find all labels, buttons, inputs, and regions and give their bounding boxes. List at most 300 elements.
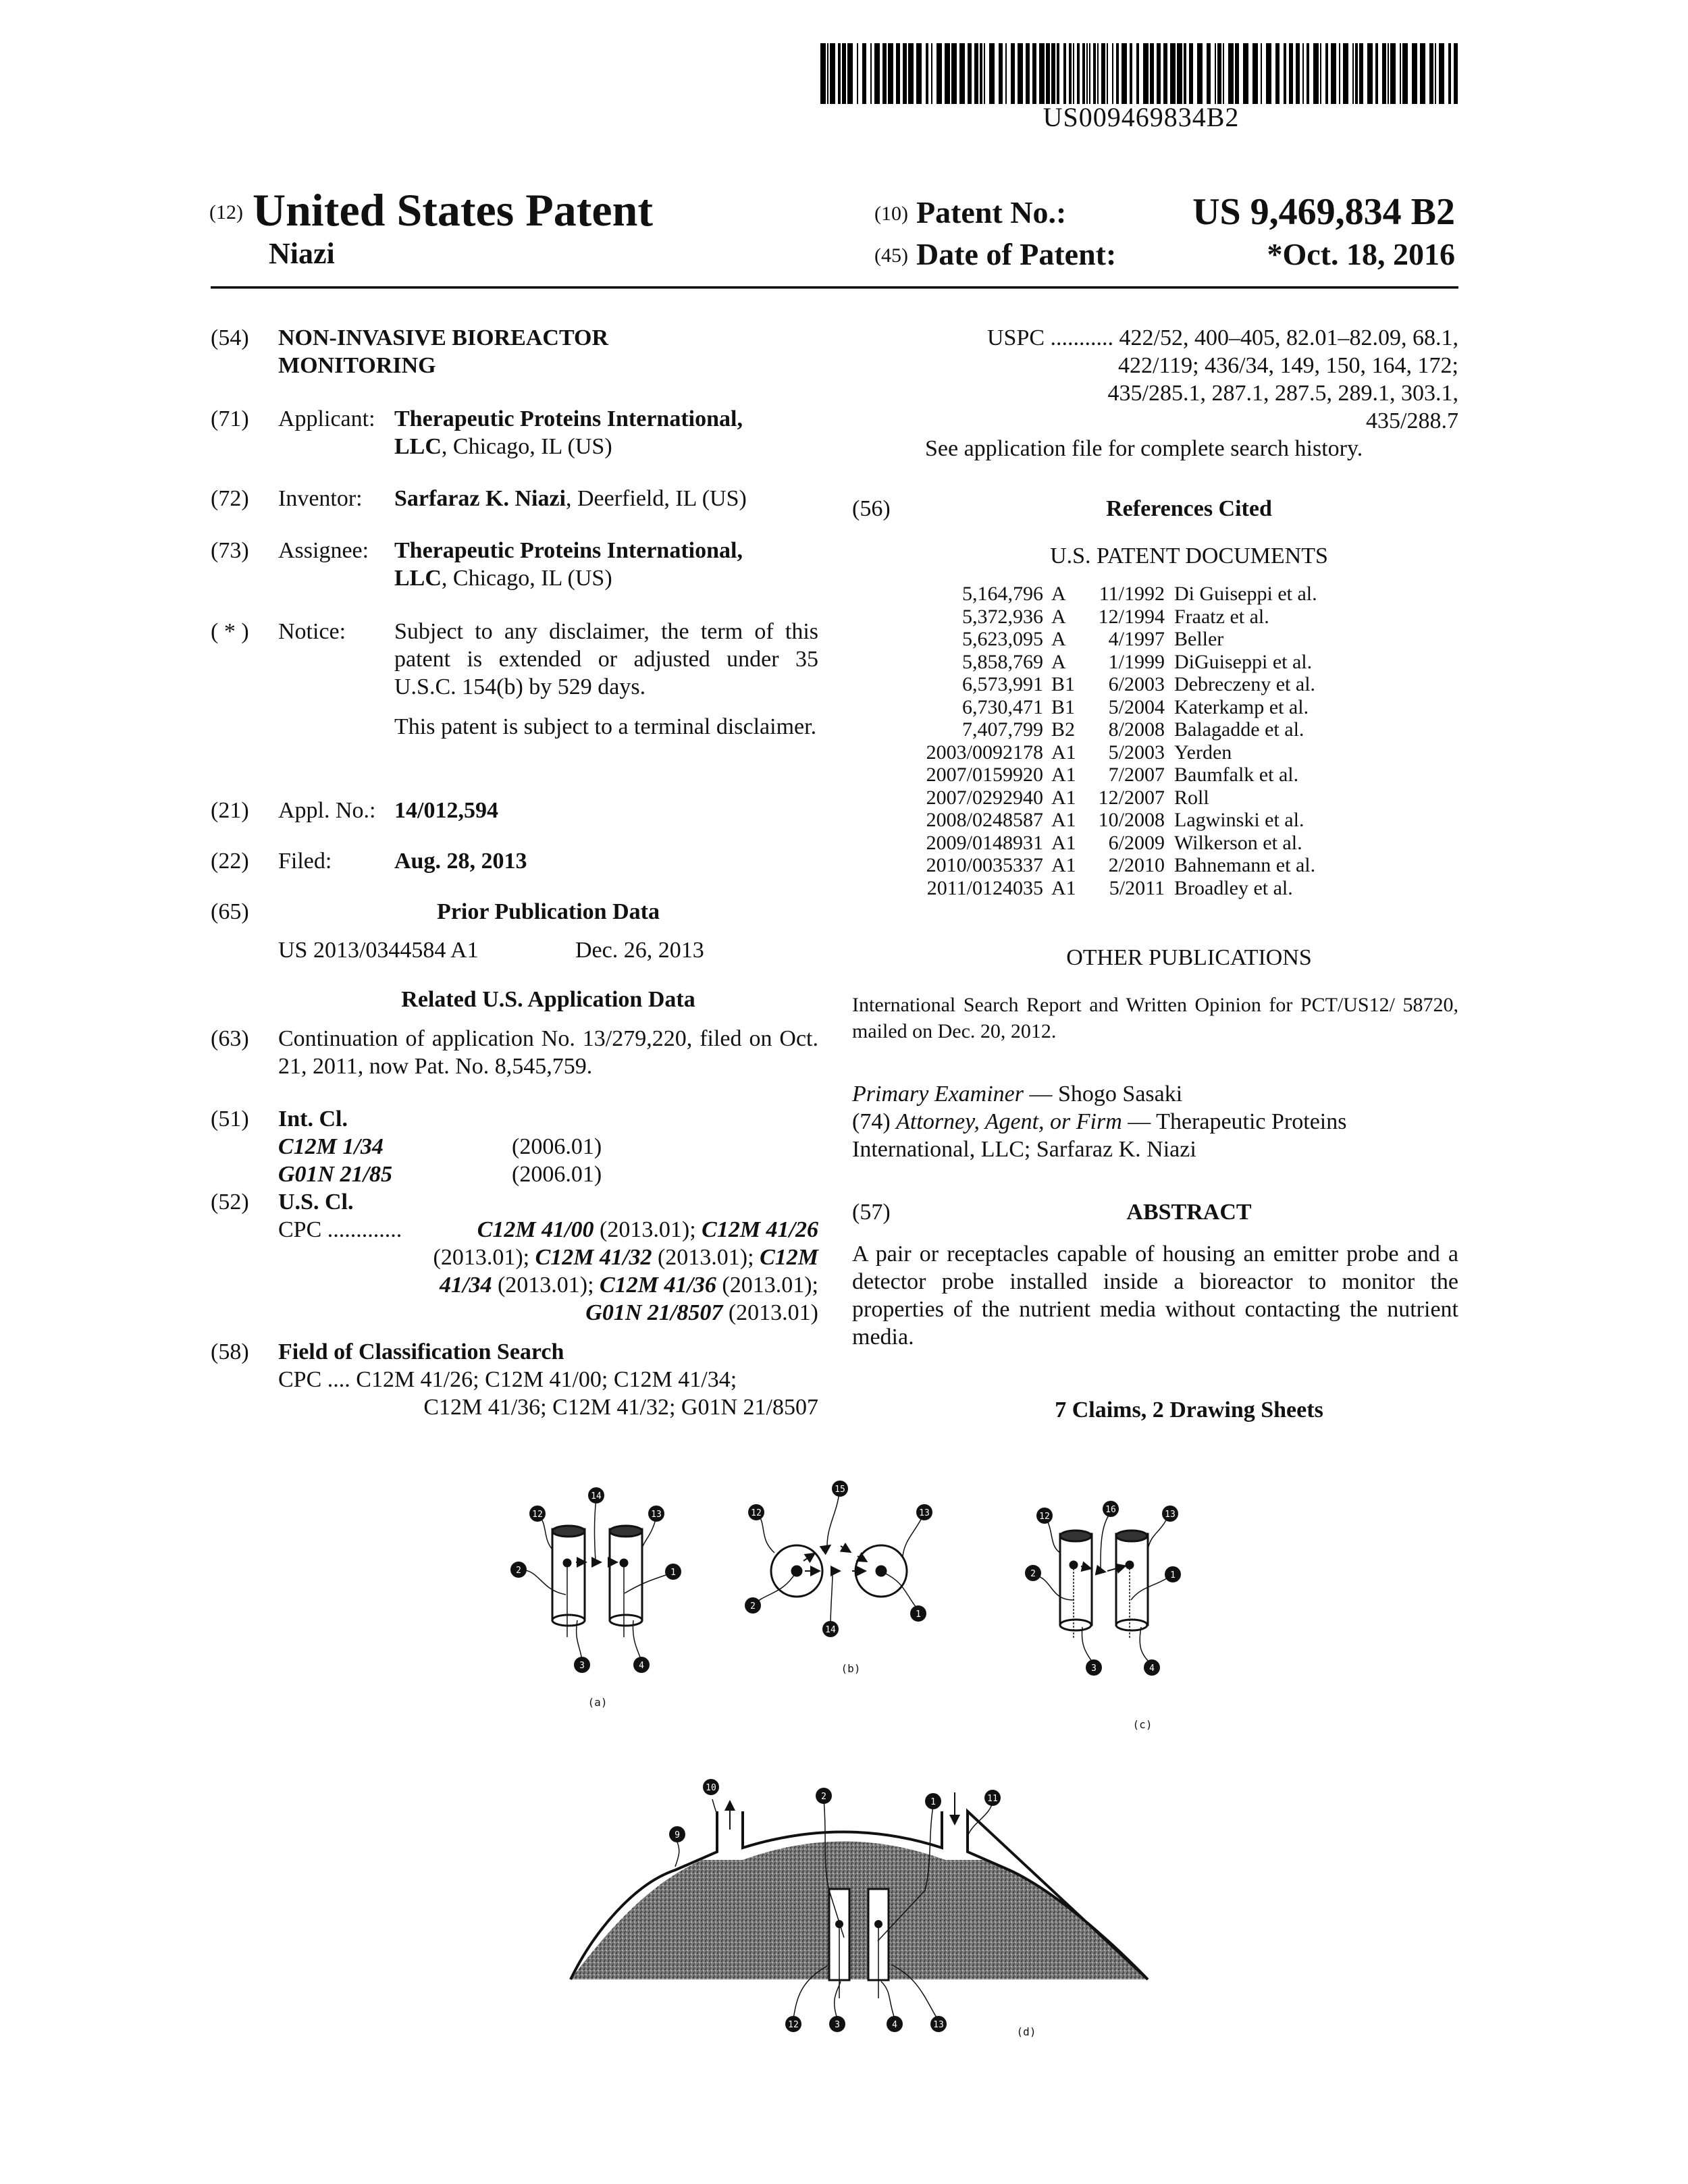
barcode-bar (1435, 43, 1436, 104)
cpc-version: (2013.01); (600, 1217, 696, 1242)
uspc-line: USPC ........... 422/52, 400–405, 82.01–82.09, 68.1, (987, 325, 1458, 350)
barcode-bar (1157, 43, 1161, 104)
barcode-bar (1005, 43, 1007, 104)
barcode-bar (1284, 43, 1286, 104)
examiner-section (852, 1080, 1458, 1168)
reference-numeral (510, 1562, 527, 1578)
figure-c-labels (1025, 1501, 1181, 1676)
inid-code: (45) (874, 244, 908, 267)
numeral-text: 14 (825, 1625, 836, 1635)
barcode-bar (1343, 43, 1348, 104)
barcode-bar (1355, 43, 1358, 104)
reference-number: 5,858,769 (962, 650, 1043, 673)
inid-code: (58) (211, 1339, 249, 1364)
reference-row (852, 583, 1458, 606)
date-of-patent-label (874, 236, 1116, 272)
inid-code: (10) (874, 203, 908, 225)
inventor-label: Inventor: (278, 486, 363, 511)
barcode-bar (1011, 43, 1015, 104)
title-line: MONITORING (278, 353, 436, 378)
barcode-bar (1089, 43, 1090, 104)
reference-numeral (588, 1487, 604, 1503)
reference-row (852, 628, 1458, 651)
cpc-class: C12M 41/32 (535, 1245, 652, 1270)
reference-number: 2007/0292940 (926, 786, 1043, 809)
barcode-bar (862, 43, 866, 104)
reference-date: 2/2010 (1108, 854, 1165, 876)
numeral-text: 12 (1039, 1512, 1050, 1522)
numeral-text: 14 (591, 1491, 602, 1501)
int-cl-section (211, 1105, 818, 1193)
reference-number: 5,623,095 (962, 628, 1043, 650)
reference-author: Yerden (1174, 741, 1232, 764)
cpc-class: G01N 21/8507 (585, 1300, 723, 1325)
barcode-bar (1215, 43, 1216, 104)
reference-kind: A1 (1051, 764, 1076, 786)
reference-kind: A1 (1051, 741, 1076, 764)
barcode-bar (874, 43, 880, 104)
numeral-text: 12 (532, 1510, 543, 1520)
reference-row (852, 764, 1458, 787)
barcode-bar (1235, 43, 1239, 104)
reference-numeral (832, 1481, 848, 1497)
cpc-prefix: CPC ............. (278, 1217, 402, 1242)
reference-author: Lagwinski et al. (1174, 809, 1304, 831)
barcode-bar (1388, 43, 1389, 104)
related-data-heading: Related U.S. Application Data (401, 987, 695, 1012)
barcode-bar (1026, 43, 1030, 104)
barcode-bar (1086, 43, 1088, 104)
us-cl-line (278, 1271, 818, 1299)
reference-row (852, 809, 1458, 832)
reference-numeral (1086, 1659, 1102, 1676)
barcode-bar (1296, 43, 1300, 104)
appl-no-label: Appl. No.: (278, 798, 376, 823)
field-search-cpc: CPC .... C12M 41/26; C12M 41/00; C12M 41/34; (278, 1367, 737, 1392)
applicant-location: , Chicago, IL (US) (441, 434, 612, 459)
inventor-location: , Deerfield, IL (US) (566, 486, 747, 511)
reference-author: Di Guiseppi et al. (1174, 583, 1317, 605)
prior-publication-heading: Prior Publication Data (437, 899, 660, 924)
barcode-bar (1197, 43, 1203, 104)
abstract-heading: ABSTRACT (1126, 1200, 1252, 1225)
barcode-bar (882, 43, 887, 104)
reference-number: 2003/0092178 (926, 741, 1043, 764)
reference-number: 2011/0124035 (926, 876, 1043, 899)
numeral-text: 15 (835, 1485, 845, 1495)
barcode-bar (1163, 43, 1167, 104)
terminal-disclaimer-text: This patent is subject to a terminal disclaimer. (394, 714, 817, 739)
reference-numeral (1165, 1566, 1181, 1582)
numeral-text: 2 (516, 1566, 521, 1576)
barcode-bar (984, 43, 985, 104)
prior-publication-number: US 2013/0344584 A1 (278, 938, 479, 963)
reference-numeral (633, 1657, 650, 1673)
barcode-bar (999, 43, 1003, 104)
reference-kind: A1 (1051, 854, 1076, 876)
reference-numeral (822, 1621, 839, 1637)
reference-numeral (1036, 1508, 1053, 1524)
reference-row (852, 877, 1458, 900)
barcode-bar (989, 43, 995, 104)
reference-number: 2010/0035337 (926, 854, 1043, 876)
title-line: NON-INVASIVE BIOREACTOR (278, 325, 609, 350)
reference-row (852, 832, 1458, 855)
reference-author: Baumfalk et al. (1174, 764, 1299, 786)
figure-a (520, 1499, 672, 1661)
barcode-bar (1136, 43, 1139, 104)
notice-label: Notice: (278, 619, 346, 644)
inid-code: (57) (852, 1200, 891, 1225)
other-publications-section (852, 944, 1458, 1042)
barcode-bar (1046, 43, 1050, 104)
filed-section (211, 847, 818, 878)
inid-code: (22) (211, 849, 249, 874)
barcode-bar (1073, 43, 1074, 104)
barcode-bar (1367, 43, 1373, 104)
inventor-name: Sarfaraz K. Niazi (394, 486, 566, 511)
figure-a-caption: (a) (587, 1696, 608, 1709)
barcode-bar (1170, 43, 1176, 104)
reference-numeral (648, 1506, 664, 1522)
numeral-text: 4 (639, 1661, 644, 1671)
figure-d-caption: (d) (1016, 2025, 1036, 2038)
barcode-bar (1320, 43, 1321, 104)
inid-code: (12) (209, 201, 243, 223)
numeral-text: 13 (651, 1510, 662, 1520)
reference-kind: B2 (1051, 718, 1076, 741)
barcode-bar (931, 43, 932, 104)
numeral-text: 3 (835, 2020, 840, 2030)
figure-d (571, 1792, 1148, 2019)
barcode-bar (1302, 43, 1304, 104)
reference-date: 5/2004 (1108, 695, 1165, 718)
other-publications-heading: OTHER PUBLICATIONS (1066, 945, 1312, 970)
barcode-bar (1307, 43, 1309, 104)
reference-numeral (916, 1504, 932, 1520)
barcode-bar (888, 43, 893, 104)
cpc-version: (2013.01); (657, 1245, 754, 1270)
cpc-version: (2013.01); (497, 1273, 594, 1298)
us-patent-documents-heading: U.S. PATENT DOCUMENTS (1050, 543, 1328, 568)
barcode-bar (1063, 43, 1066, 104)
barcode-bar (896, 43, 900, 104)
barcode-bar (1122, 43, 1127, 104)
attorney-name: Therapeutic Proteins International, LLC; Sarfaraz K. Niazi (852, 1109, 1347, 1162)
inid-code: (74) (852, 1109, 891, 1134)
numeral-text: 1 (1170, 1570, 1176, 1580)
reference-number: 5,372,936 (962, 605, 1043, 628)
inid-code: (73) (211, 538, 249, 563)
reference-date: 11/1992 (1099, 583, 1165, 605)
reference-row (852, 651, 1458, 674)
reference-author: Balagadde et al. (1174, 718, 1304, 741)
barcode-bar (1097, 43, 1099, 104)
cpc-version: (2013.01); (722, 1273, 818, 1298)
barcode-bar (1112, 43, 1113, 104)
us-cl-heading: U.S. Cl. (278, 1190, 354, 1215)
barcode-bar (1402, 43, 1408, 104)
barcode-bar (830, 43, 835, 104)
barcode-bar (1439, 43, 1444, 104)
dash: — (1122, 1109, 1157, 1134)
numeral-text: 1 (670, 1568, 676, 1578)
assignee-value (394, 537, 818, 592)
appl-no-section (211, 797, 818, 827)
reference-date: 6/2003 (1108, 673, 1165, 695)
abstract-section (852, 1198, 1458, 1374)
barcode-bar (1429, 43, 1433, 104)
barcode-bar (1077, 43, 1080, 104)
reference-row (852, 718, 1458, 741)
reference-numeral (665, 1564, 681, 1580)
reference-author: Debreczeny et al. (1174, 673, 1316, 695)
reference-kind: A (1051, 583, 1066, 605)
barcode-bar (1143, 43, 1149, 104)
barcode-bar (959, 43, 965, 104)
barcode-bar (1150, 43, 1154, 104)
primary-examiner (852, 1080, 1458, 1108)
barcode-bar (1289, 43, 1293, 104)
barcode-bar (1189, 43, 1193, 104)
uspc-line: 435/285.1, 287.1, 287.5, 289.1, 303.1, (1107, 381, 1458, 406)
barcode-bar (827, 43, 828, 104)
field-search-section (211, 1338, 818, 1426)
cpc-class: C12M 41/00 (477, 1217, 594, 1242)
numeral-text: 13 (1165, 1510, 1176, 1520)
barcode-bar (1252, 43, 1258, 104)
barcode-bar (1184, 43, 1186, 104)
applicant-name: Therapeutic Proteins International, (394, 406, 743, 431)
barcode-bar (1390, 43, 1396, 104)
reference-numeral (910, 1605, 926, 1622)
applicant-value (394, 405, 818, 460)
reference-numeral (785, 2016, 801, 2032)
numeral-text: 2 (821, 1792, 826, 1802)
barcode-bar (1454, 43, 1458, 104)
reference-numeral (829, 2016, 845, 2032)
numeral-text: 4 (892, 2020, 897, 2030)
patent-number: US 9,469,834 B2 (1192, 191, 1455, 233)
barcode-bar (908, 43, 914, 104)
notice-term-text: Subject to any disclaimer, the term of this patent is extended or adjusted under 35 U.S.C. 154(b) by 529 days. (394, 619, 818, 699)
barcode-bar (1032, 43, 1036, 104)
numeral-text: 16 (1105, 1505, 1116, 1515)
related-application-section (211, 986, 818, 1087)
inid-code: (65) (211, 899, 249, 924)
reference-kind: A1 (1051, 831, 1076, 854)
int-cl-heading: Int. Cl. (278, 1107, 348, 1131)
barcode-bar (1228, 43, 1234, 104)
barcode-bar (937, 43, 942, 104)
reference-date: 12/2007 (1098, 786, 1165, 809)
barcode-bar (1420, 43, 1425, 104)
references-section (852, 495, 1458, 913)
assignee-name-cont: LLC (394, 566, 442, 591)
uspc-line: 422/119; 436/34, 149, 150, 164, 172; (1117, 353, 1458, 378)
reference-numeral (1144, 1659, 1160, 1676)
numeral-text: 1 (916, 1609, 921, 1620)
applicant-label: Applicant: (278, 406, 375, 431)
reference-author: Roll (1174, 786, 1209, 809)
figure-a-labels (510, 1487, 681, 1673)
barcode-bar (1243, 43, 1248, 104)
search-history-note: See application file for complete search history. (925, 436, 1363, 461)
barcode-bar (870, 43, 872, 104)
notice-value (394, 618, 818, 741)
numeral-text: 1 (930, 1797, 936, 1807)
inid-code: (72) (211, 486, 249, 511)
reference-row (852, 696, 1458, 719)
patent-number-label-text: Patent No.: (916, 195, 1067, 230)
patent-type-title (209, 184, 653, 237)
claims-summary: 7 Claims, 2 Drawing Sheets (1055, 1397, 1323, 1422)
reference-numeral (930, 2016, 947, 2032)
header-inventor: Niazi (269, 237, 335, 270)
barcode (820, 43, 1462, 104)
reference-numeral (748, 1504, 764, 1520)
reference-kind: B1 (1051, 695, 1076, 718)
reference-kind: A (1051, 605, 1066, 628)
inid-code: (63) (211, 1026, 249, 1051)
barcode-bar (951, 43, 957, 104)
barcode-bar (1107, 43, 1108, 104)
inid-code: ( * ) (211, 619, 249, 644)
assignee-section (211, 537, 818, 597)
barcode-bar (1217, 43, 1221, 104)
filed-label: Filed: (278, 849, 332, 874)
inid-code: (71) (211, 406, 249, 431)
reference-row (852, 741, 1458, 764)
uspc-section (852, 324, 1458, 479)
barcode-bar (820, 43, 826, 104)
reference-date: 1/1999 (1108, 650, 1165, 673)
date-of-patent: *Oct. 18, 2016 (1267, 237, 1455, 271)
numeral-text: 9 (675, 1830, 680, 1840)
reference-date: 12/1994 (1098, 605, 1165, 628)
barcode-bar (1331, 43, 1336, 104)
barcode-bar (1448, 43, 1451, 104)
int-cl-class: G01N 21/85 (278, 1162, 393, 1187)
int-cl-class: C12M 1/34 (278, 1134, 384, 1159)
dash: — (1024, 1082, 1059, 1107)
date-label-text: Date of Patent: (916, 237, 1117, 271)
reference-number: 2009/0148931 (926, 831, 1043, 854)
cpc-version: (2013.01); (433, 1245, 530, 1270)
patent-type: United States Patent (252, 184, 654, 236)
patent-drawings (0, 1451, 1688, 2184)
reference-numeral (1162, 1506, 1178, 1522)
barcode-bar (916, 43, 922, 104)
reference-number: 5,164,796 (962, 583, 1043, 605)
reference-author: Katerkamp et al. (1174, 695, 1309, 718)
barcode-bar (1325, 43, 1328, 104)
reference-author: DiGuiseppi et al. (1174, 650, 1313, 673)
reference-row (852, 854, 1458, 877)
barcode-bar (1352, 43, 1354, 104)
filed-value: Aug. 28, 2013 (394, 849, 527, 874)
barcode-bar (1207, 43, 1211, 104)
barcode-bar (903, 43, 907, 104)
inid-code: (52) (211, 1190, 249, 1215)
assignee-name: Therapeutic Proteins International, (394, 538, 743, 563)
inid-code: (56) (852, 496, 891, 521)
barcode-bar (1313, 43, 1319, 104)
numeral-text: 11 (987, 1794, 998, 1804)
us-cl-line (278, 1244, 818, 1271)
us-cl-section (211, 1188, 818, 1330)
numeral-text: 13 (919, 1508, 930, 1518)
numeral-text: 4 (1149, 1663, 1155, 1674)
inventor-value (394, 485, 818, 512)
barcode-bar (1359, 43, 1363, 104)
reference-numeral (887, 2016, 903, 2032)
barcode-bar (1093, 43, 1096, 104)
reference-numeral (745, 1597, 761, 1614)
examiner-label: Primary Examiner (852, 1082, 1024, 1107)
us-cl-line (278, 1216, 818, 1244)
figure-c-caption: (c) (1132, 1718, 1153, 1731)
uspc-line: 435/288.7 (1366, 408, 1458, 433)
reference-author: Fraatz et al. (1174, 605, 1269, 628)
reference-numeral (703, 1779, 719, 1795)
reference-author: Bahnemann et al. (1174, 854, 1316, 876)
barcode-bar (1018, 43, 1023, 104)
reference-numeral (925, 1793, 941, 1809)
notice-section (211, 618, 818, 773)
reference-date: 6/2009 (1108, 831, 1165, 854)
reference-author: Wilkerson et al. (1174, 831, 1302, 854)
reference-number: 2007/0159920 (926, 764, 1043, 786)
inventor-section (211, 485, 818, 515)
barcode-bar (1412, 43, 1417, 104)
inid-code: (21) (211, 798, 249, 823)
us-cl-line (278, 1299, 818, 1327)
barcode-bar (1057, 43, 1059, 104)
reference-numeral (669, 1826, 685, 1842)
barcode-bar (838, 43, 841, 104)
prior-publication-section (211, 898, 818, 965)
reference-date: 4/1997 (1108, 628, 1165, 650)
numeral-text: 2 (750, 1601, 756, 1612)
reference-author: Beller (1174, 628, 1224, 650)
cpc-version: (2013.01) (728, 1300, 818, 1325)
reference-date: 5/2011 (1109, 876, 1165, 899)
reference-kind: A1 (1051, 809, 1076, 831)
barcode-bar (1266, 43, 1271, 104)
other-publication-entry: International Search Report and Written Opinion for PCT/US12/ 58720, mailed on Dec. 20, 2012. (852, 994, 1458, 1042)
reference-number: 7,407,799 (962, 718, 1043, 741)
applicant-name-cont: LLC (394, 434, 442, 459)
field-search-heading: Field of Classification Search (278, 1339, 564, 1364)
continuation-text: Continuation of application No. 13/279,220, filed on Oct. 21, 2011, now Pat. No. 8,545,759. (278, 1026, 818, 1079)
barcode-bar (974, 43, 978, 104)
applicant-section (211, 405, 818, 466)
reference-kind: A (1051, 628, 1066, 650)
header-divider (211, 286, 1458, 289)
barcode-bar (1082, 43, 1085, 104)
barcode-bar (1130, 43, 1132, 104)
invention-title (278, 324, 818, 379)
barcode-bar (1039, 43, 1045, 104)
prior-publication-date: Dec. 26, 2013 (575, 938, 704, 963)
barcode-bar (857, 43, 858, 104)
assignee-location: , Chicago, IL (US) (441, 566, 612, 591)
numeral-text: 12 (751, 1508, 762, 1518)
reference-numeral (816, 1788, 832, 1804)
inid-code: (54) (211, 325, 249, 350)
barcode-bar (980, 43, 982, 104)
